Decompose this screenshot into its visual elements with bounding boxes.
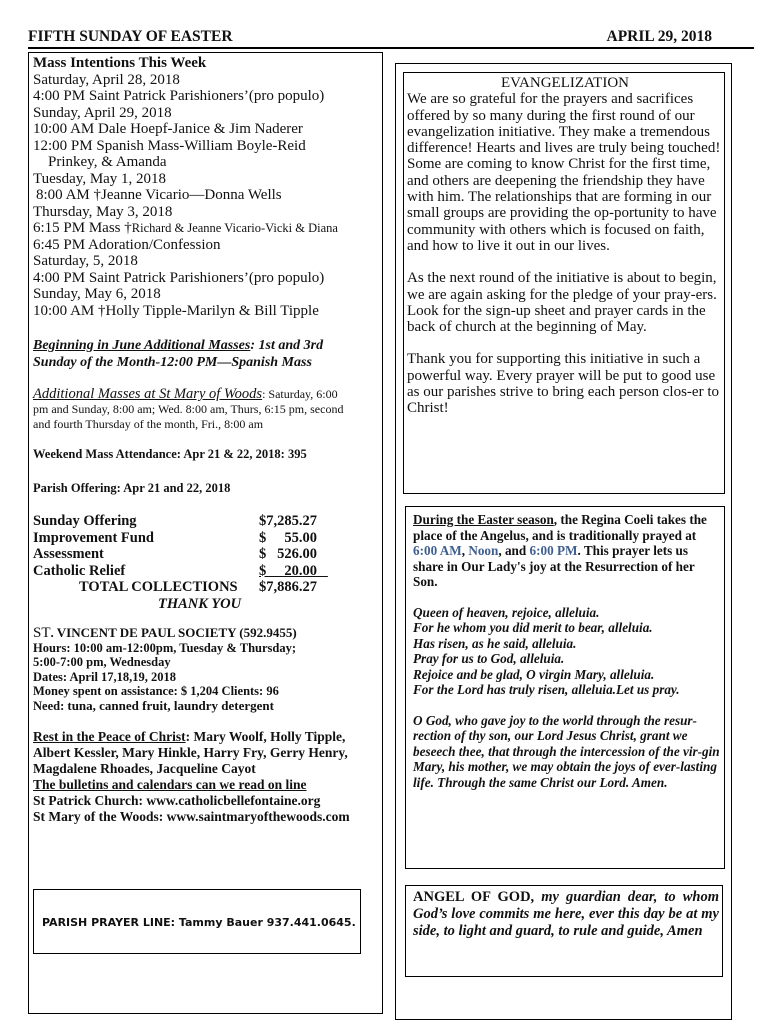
evangelization-paragraph: We are so grateful for the prayers and sacrifices offered by so many during the first round of our evangelization initiative. They make a tremendous difference! Hearts and lives are truly being touched! Some are coming to know Christ for the first time, and others are deepening the friendship they have with him. The relationships that are forming in our small groups are providing the op-portunity to have community with others which is focused on faith, and how to live it out in our lives. xyxy=(407,91,721,254)
svdp-need-value: tuna, canned fruit, laundry detergent xyxy=(67,697,274,713)
left-column-content xyxy=(33,55,379,825)
regina-coeli-box xyxy=(405,506,725,869)
svdp-dates: Dates: April 17,18,19, 2018 xyxy=(33,669,177,684)
additional-masses-detail: : 1st and 3rd xyxy=(250,338,324,353)
additional-masses-line2: Sunday of the Month-12:00 PM—Spanish Mass xyxy=(33,355,312,370)
verse-line: Has risen, as he said, alleluia. xyxy=(413,635,577,651)
mass-attendance: Weekend Mass Attendance: Apr 21 & 22, 2018: 395 xyxy=(33,447,307,461)
mass-intention-line: 8:00 AM †Jeanne Vicario—Donna Wells xyxy=(36,187,282,203)
finance-amount: $ 55.00 xyxy=(259,529,317,546)
rip-names-2: Albert Kessler, Mary Hinkle, Harry Fry, Gerry Henry, xyxy=(33,745,348,760)
svdp-hours: Hours: 10:00 am-12:00pm, Tuesday & Thursday; xyxy=(33,640,297,655)
intro-text: , the Regina Coeli takes the place of the Angelus, and is traditionally prayed at xyxy=(413,512,707,543)
rip-names: : Mary Woolf, Holly Tipple, xyxy=(185,729,346,744)
mass-intention-line: 6:45 PM Adoration/Confession xyxy=(33,236,221,253)
thank-you-text: THANK YOU xyxy=(158,595,242,612)
svdp-name: . VINCENT DE PAUL SOCIETY (592.9455) xyxy=(50,625,297,640)
mass-intention-line: 4:00 PM Saint Patrick Parishioners’(pro populo) xyxy=(33,88,325,104)
verse-line: For the Lord has truly risen, alleluia.Let us pray. xyxy=(413,682,680,697)
mass-intention-line: Sunday, May 6, 2018 xyxy=(33,286,161,302)
st-mary-label: Additional Masses at St Mary of Woods xyxy=(33,386,263,402)
angel-of-god-box xyxy=(405,885,723,977)
bulletin-date: APRIL 29, 2018 xyxy=(606,28,712,45)
rip-label: Rest in the Peace of Christ xyxy=(33,729,186,744)
svdp-money: Money spent on assistance: $ 1,204 Clients: 96 xyxy=(33,684,279,698)
finance-label: Catholic Relief xyxy=(33,562,126,579)
finance-row xyxy=(33,530,379,547)
finance-amount: $7,285.27 xyxy=(259,513,317,529)
prayer-time: 6:00 AM xyxy=(413,543,462,558)
separator: , and xyxy=(498,543,530,558)
mass-intention-line xyxy=(33,220,379,237)
st-mary-line1: : Saturday, 6:00 xyxy=(262,387,338,401)
mass-intention-line: Saturday, 5, 2018 xyxy=(33,253,138,269)
total-collections-amount: $7,886.27 xyxy=(259,579,317,595)
parish-prayer-line: PARISH PRAYER LINE: Tammy Bauer 937.441.0645. xyxy=(42,916,356,929)
parish-offering-heading: Parish Offering: Apr 21 and 22, 2018 xyxy=(33,481,231,495)
evangelization-title: EVANGELIZATION xyxy=(500,75,630,91)
finance-row xyxy=(33,546,379,563)
header-divider xyxy=(28,47,754,49)
spanish-mass-notice xyxy=(33,337,379,371)
evangelization-content xyxy=(407,75,723,417)
regina-coeli-content xyxy=(413,512,721,790)
intro-text: . This prayer lets us share in Our Lady's joy at the Resurrection of her Son. xyxy=(413,543,695,589)
mass-intention-line: 12:00 PM Spanish Mass-William Boyle-Reid xyxy=(33,137,306,154)
svdp-need-label: Need: xyxy=(33,698,68,713)
svdp-section xyxy=(33,626,379,713)
finance-total-row xyxy=(33,579,379,596)
left-column xyxy=(28,52,383,1014)
svdp-title xyxy=(33,626,379,641)
online-bulletin-note: The bulletins and calendars can we read on line xyxy=(33,777,307,792)
mass-time: 6:15 PM Mass † xyxy=(33,220,132,236)
mass-intention-line: 10:00 AM †Holly Tipple-Marilyn & Bill Tipple xyxy=(33,302,319,319)
angel-of-god-body: my guardian dear, to whom God’s love commits me here, ever this day be at my side, to light and guard, to rule and guide, Amen xyxy=(413,889,720,939)
total-collections-label: TOTAL COLLECTIONS xyxy=(79,579,238,595)
rest-in-peace-section xyxy=(33,729,379,825)
bulletin-sunday-title: FIFTH SUNDAY OF EASTER xyxy=(28,28,233,45)
st-mary-line2: pm and Sunday, 8:00 am; Wed. 8:00 am, Thurs, 6:15 pm, second xyxy=(33,402,344,416)
mass-intention-line: Saturday, April 28, 2018 xyxy=(33,71,180,88)
st-mary-line3: and fourth Thursday of the month, Fri., 8:00 am xyxy=(33,417,264,431)
easter-season-label: During the Easter season xyxy=(413,512,554,527)
finance-amount: $ 526.00 xyxy=(259,546,317,562)
prayer-line-box xyxy=(33,889,361,954)
st-mary-website: St Mary of the Woods: www.saintmaryofthewoods.com xyxy=(33,809,350,824)
mass-intention-line: Thursday, May 3, 2018 xyxy=(33,203,173,220)
finance-table xyxy=(33,513,379,612)
st-patrick-website: St Patrick Church: www.catholicbellefontaine.org xyxy=(33,793,321,808)
verse-line: Queen of heaven, rejoice, alleluia. xyxy=(413,604,600,620)
finance-label: Assessment xyxy=(33,546,104,562)
finance-amount: $ 20.00 xyxy=(259,562,328,579)
verse-line: For he whom you did merit to bear, alleluia. xyxy=(413,620,653,635)
mass-intention-line: 4:00 PM Saint Patrick Parishioners’(pro populo) xyxy=(33,269,325,286)
evangelization-paragraph: Thank you for supporting this initiative in such a powerful way. Every prayer will be put to good use as our parishes strive to bring each person clos-er to Christ! xyxy=(407,351,719,417)
regina-coeli-closing: O God, who gave joy to the world through the resur-rection of thy son, our Lord Jesus Christ, grant we beseech thee, that through the intercession of the vir-gin Mary, his mother, we may obtain the joys of ever-lasting life. Through the same Christ our Lord. Amen. xyxy=(413,712,720,790)
mass-intention-line: Sunday, April 29, 2018 xyxy=(33,104,172,121)
st-mary-masses xyxy=(33,387,379,432)
regina-coeli-verses xyxy=(413,605,721,698)
mass-intention-line: 10:00 AM Dale Hoepf-Janice & Jim Naderer xyxy=(33,121,303,137)
prayer-time: 6:00 PM xyxy=(529,543,578,558)
verse-line: Rejoice and be glad, O virgin Mary, alleluia. xyxy=(413,666,655,682)
finance-row xyxy=(33,513,379,530)
mass-intention-line: Prinkey, & Amanda xyxy=(48,154,167,170)
finance-row xyxy=(33,563,379,580)
svdp-hours-2: 5:00-7:00 pm, Wednesday xyxy=(33,655,171,669)
mass-intentions-title: Mass Intentions This Week xyxy=(33,55,207,71)
evangelization-box xyxy=(403,72,725,494)
angel-of-god-prayer xyxy=(413,889,719,940)
separator: , xyxy=(461,543,469,558)
mass-intention-line: Tuesday, May 1, 2018 xyxy=(33,170,167,187)
angel-of-god-head: ANGEL OF GOD, xyxy=(413,889,542,905)
finance-label: Sunday Offering xyxy=(33,513,137,529)
additional-masses-label: Beginning in June Additional Masses xyxy=(33,338,251,353)
rip-names-3: Magdalene Rhoades, Jacqueline Cayot xyxy=(33,761,256,776)
verse-line: Pray for us to God, alleluia. xyxy=(413,651,565,666)
prayer-time: Noon xyxy=(468,543,499,558)
regina-coeli-intro xyxy=(413,512,721,590)
svdp-st: ST xyxy=(33,625,51,641)
mass-intention-names: Richard & Jeanne Vicario-Vicki & Diana xyxy=(131,221,338,235)
finance-label: Improvement Fund xyxy=(33,529,154,546)
svdp-need xyxy=(33,699,379,714)
evangelization-paragraph: As the next round of the initiative is about to begin, we are again asking for the pledge of your pray-ers. Look for the sign-up sheet and prayer cards in the back of church at the beginning of May. xyxy=(407,270,717,336)
